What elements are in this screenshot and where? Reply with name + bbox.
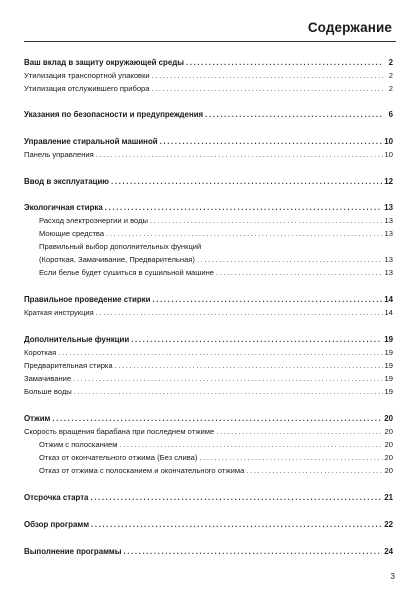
toc-entry-title: (Короткая, Замачивание, Предварительная) [39,255,195,264]
toc-entry-page: 20 [384,440,393,449]
toc-entry-page: 20 [384,466,393,475]
toc-entry-page: 13 [384,203,393,212]
toc-entry-title: Управление стиральной машиной [24,137,158,146]
toc-entry-title: Расход электроэнергии и воды [39,216,148,225]
toc-entry-page: 24 [384,547,393,556]
dot-leader [246,466,382,475]
dot-leader [199,453,382,462]
toc-entry-title: Если белье будет сушиться в сушильной машине [39,268,215,277]
toc-entry[interactable] [24,295,393,304]
toc-entry[interactable] [39,242,393,251]
toc-entry-title: Замачивание [24,374,72,383]
toc-entry-title: Выполнение программы [24,547,122,556]
toc-entry-page: 13 [384,229,393,238]
toc-entry[interactable] [24,84,393,93]
dot-leader [73,374,382,383]
toc-entry[interactable] [24,387,393,396]
toc-entry-title: Больше воды [24,387,72,396]
toc-entry[interactable] [24,414,393,423]
toc-entry-title: Ваш вклад в защиту окружающей среды [24,58,184,67]
toc-entry[interactable] [24,177,393,186]
toc-entry-title: Отжим [24,414,51,423]
toc-entry[interactable] [39,216,393,225]
toc-entry-title: Отказ от отжима с полосканием и окончательного отжима [39,466,245,475]
toc-entry[interactable] [24,361,393,370]
toc-entry[interactable] [39,453,393,462]
dot-leader [96,150,383,159]
toc-entry-page: 2 [388,58,393,67]
toc-entry[interactable] [24,58,393,67]
toc-entry[interactable] [24,110,393,119]
toc-entry[interactable] [24,150,393,159]
toc-entry-title: Короткая [24,348,57,357]
toc-entry-title: Панель управления [24,150,94,159]
toc-entry-page: 2 [388,84,393,93]
dot-leader [90,493,382,502]
toc-entry-page: 22 [384,520,393,529]
toc-entry-page: 13 [384,268,393,277]
toc-entry-page: 21 [384,493,393,502]
toc-entry-page: 12 [384,177,393,186]
toc-entry[interactable] [24,493,393,502]
dot-leader [152,295,382,304]
toc-entry-title: Указания по безопасности и предупреждения [24,110,204,119]
toc-entry-page: 19 [384,374,393,383]
dot-leader [120,440,383,449]
toc-entry-page: 19 [384,335,393,344]
dot-leader [186,58,383,67]
page-title: Содержание [307,20,392,35]
toc-entry[interactable] [24,71,393,80]
dot-leader [124,547,383,556]
toc-entry[interactable] [24,308,393,317]
dot-leader [74,387,383,396]
toc-entry[interactable] [39,255,393,264]
toc-entry[interactable] [24,374,393,383]
toc-entry-title: Дополнительные функции [24,335,130,344]
toc-entry-page: 14 [384,308,393,317]
toc-entry-title: Отказ от окончательного отжима (Без слива) [39,453,198,462]
toc-entry-page: 19 [384,387,393,396]
toc-entry-title: Отсрочка старта [24,493,89,502]
dot-leader [216,427,382,436]
dot-leader [150,216,383,225]
dot-leader [131,335,382,344]
dot-leader [152,71,383,80]
toc-entry[interactable] [39,466,393,475]
dot-leader [91,520,382,529]
toc-entry-title: Предварительная стирка [24,361,113,370]
toc-entry-title: Обзор программ [24,520,90,529]
toc-entry-page: 20 [384,414,393,423]
toc-entry-title: Моющие средства [39,229,105,238]
toc-entry-title: Краткая инструкция [24,308,94,317]
page-number: 3 [390,572,395,581]
toc-entry[interactable] [24,427,393,436]
title-divider [24,41,396,42]
toc-entry-page: 10 [384,137,393,146]
toc-entry-page: 20 [384,453,393,462]
dot-leader [106,229,382,238]
dot-leader [52,414,382,423]
dot-leader [205,110,383,119]
dot-leader [152,84,384,93]
dot-leader [115,361,383,370]
dot-leader [197,255,383,264]
toc-entry-page: 20 [384,427,393,436]
toc-entry[interactable] [24,520,393,529]
toc-entry-page: 19 [384,361,393,370]
toc-entry-title: Утилизация транспортной упаковки [24,71,150,80]
toc-entry-title: Скорость вращения барабана при последнем отжиме [24,427,215,436]
toc-entry-title: Утилизация отслужившего прибора [24,84,150,93]
toc-entry-title: Ввод в эксплуатацию [24,177,110,186]
toc-entry[interactable] [24,348,393,357]
toc-entry-page: 13 [384,255,393,264]
toc-entry-page: 19 [384,348,393,357]
toc-entry-page: 13 [384,216,393,225]
toc-entry-title: Экологичная стирка [24,203,103,212]
toc-entry-title: Правильное проведение стирки [24,295,151,304]
toc-entry[interactable] [24,547,393,556]
toc-entry-page: 6 [388,110,393,119]
toc-entry[interactable] [39,229,393,238]
toc-entry-page: 10 [384,150,393,159]
toc-entry-page: 14 [384,295,393,304]
toc-entry[interactable] [39,268,393,277]
dot-leader [160,137,383,146]
dot-leader [58,348,382,357]
toc-entry-page: 2 [388,71,393,80]
toc-entry[interactable] [39,440,393,449]
toc-entry-title: Правильный выбор дополнительных функций [39,242,202,251]
dot-leader [96,308,383,317]
dot-leader [111,177,382,186]
toc-entry[interactable] [24,335,393,344]
dot-leader [105,203,382,212]
toc-entry-title: Отжим с полосканием [39,440,118,449]
toc-entry[interactable] [24,203,393,212]
dot-leader [216,268,383,277]
toc-entry[interactable] [24,137,393,146]
